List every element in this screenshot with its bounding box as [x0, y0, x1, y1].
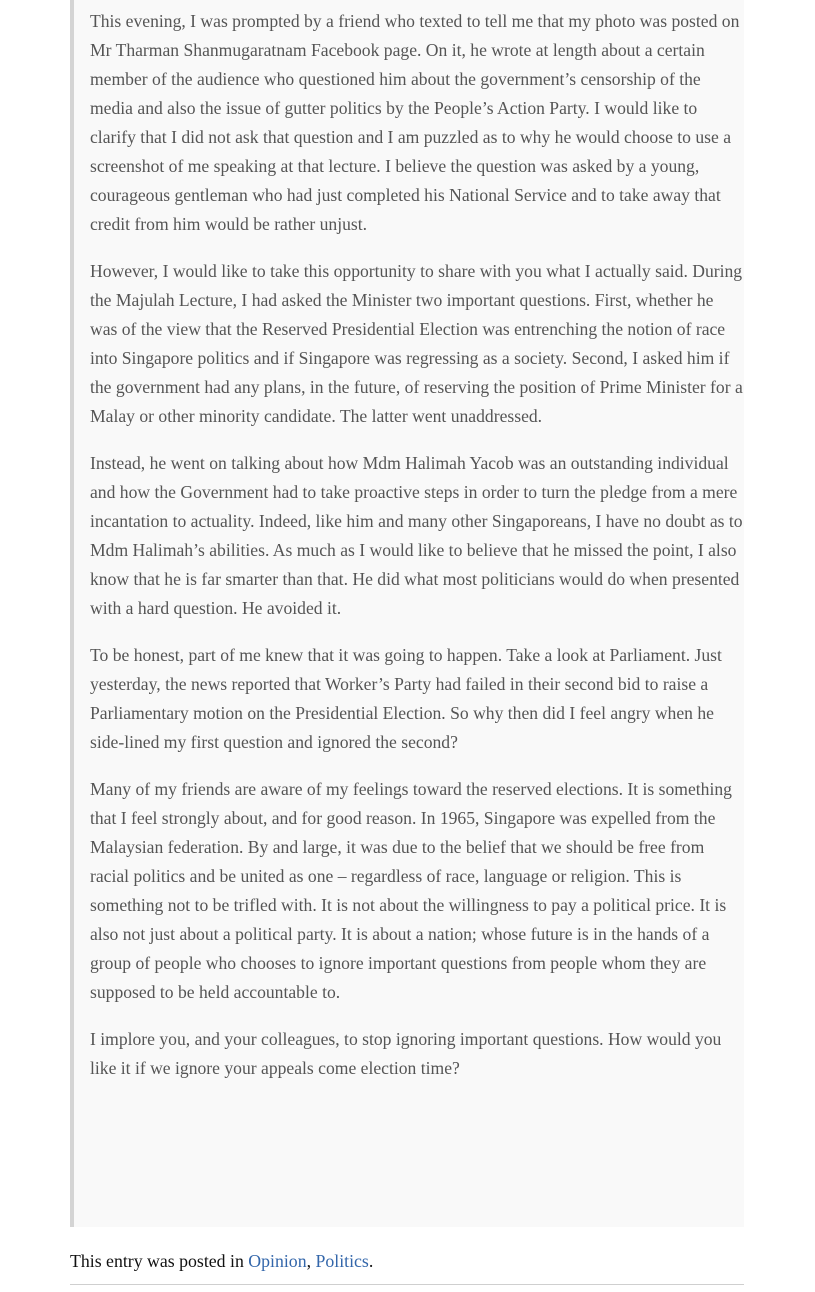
paragraph-6: I implore you, and your colleagues, to stop ignoring important questions. How would you like it if we ignore your appeals come election time?: [90, 1029, 722, 1078]
blockquote: [70, 0, 744, 1227]
category-separator: ,: [306, 1251, 316, 1271]
blockquote-body: [90, 7, 744, 1101]
paragraph-5: Many of my friends are aware of my feelings toward the reserved elections. It is something that I feel strongly about, and for good reason. In 1965, Singapore was expelled from the Malaysian federation. By and large, it was due to the belief that we should be free from racial politics and be united as one – regardless of race, language or religion. This is something not to be trifled with. It is not about the willingness to pay a political price. It is also not just about a political party. It is about a nation; whose future is in the hands of a group of people who chooses to ignore important questions from people whom they are supposed to be held accountable to.: [90, 779, 732, 1002]
entry-meta-suffix: .: [368, 1251, 374, 1271]
entry-meta-prefix: This entry was posted in: [70, 1251, 249, 1271]
category-link-politics[interactable]: Politics: [315, 1251, 369, 1271]
paragraph-4: To be honest, part of me knew that it was going to happen. Take a look at Parliament. Just yesterday, the news reported that Worker’s Party had failed in their second bid to raise a Parliamentary motion on the Presidential Election. So why then did I feel angry when he side-lined my first question and ignored the second?: [90, 645, 722, 752]
category-link-opinion[interactable]: Opinion: [248, 1251, 307, 1271]
divider: [70, 1284, 744, 1285]
paragraph-1: This evening, I was prompted by a friend who texted to tell me that my photo was posted on Mr Tharman Shanmugaratnam Facebook page. On it, he wrote at length about a certain member of the audience who questioned him about the government’s censorship of the media and also the issue of gutter politics by the People’s Action Party. I would like to clarify that I did not ask that question and I am puzzled as to why he would choose to use a screenshot of me speaking at that lecture. I believe the question was asked by a young, courageous gentleman who had just completed his National Service and to take away that credit from him would be rather unjust.: [90, 11, 740, 234]
paragraph-2: However, I would like to take this opportunity to share with you what I actually said. During the Majulah Lecture, I had asked the Minister two important questions. First, whether he was of the view that the Reserved Presidential Election was entrenching the notion of race into Singapore politics and if Singapore was regressing as a society. Second, I asked him if the government had any plans, in the future, of reserving the position of Prime Minister for a Malay or other minority candidate. The latter went unaddressed.: [90, 261, 743, 426]
paragraph-3: Instead, he went on talking about how Mdm Halimah Yacob was an outstanding individual and how the Government had to take proactive steps in order to turn the pledge from a mere incantation to actuality. Indeed, like him and many other Singaporeans, I have no doubt as to Mdm Halimah’s abilities. As much as I would like to believe that he missed the point, I also know that he is far smarter than that. He did what most politicians would do when presented with a hard question. He avoided it.: [90, 453, 743, 618]
entry-meta: [70, 1247, 744, 1275]
